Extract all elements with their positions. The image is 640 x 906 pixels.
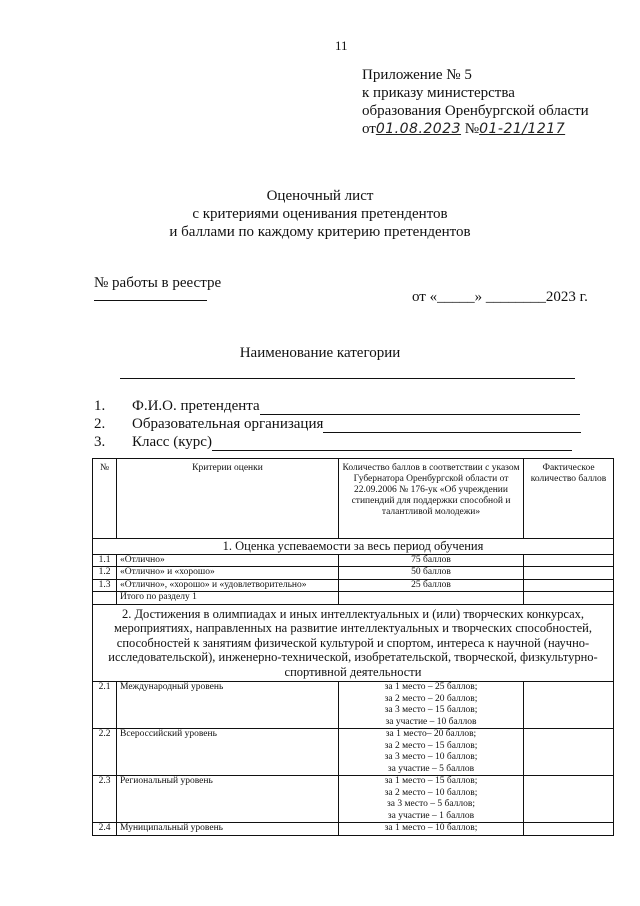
category-label: Наименование категории	[239, 345, 401, 361]
points-line: за 2 место – 10 баллов;	[384, 787, 478, 798]
row-number: 1.3	[93, 579, 117, 592]
header-criteria: Критерии оценки	[117, 459, 339, 539]
row-points	[339, 729, 524, 776]
section-2-row	[93, 604, 614, 682]
row-criteria: Международный уровень	[117, 682, 339, 729]
class-input-line[interactable]	[212, 450, 572, 451]
appendix-ministry-line: образования Оренбургской области	[362, 103, 589, 119]
registry-date: от «_____» ________2023 г.	[412, 289, 588, 305]
header-number: №	[93, 459, 117, 539]
points-line: за 1 место– 20 баллов;	[385, 729, 477, 739]
section-1-title: 1. Оценка успеваемости за весь период обучения	[93, 539, 614, 555]
row-number: 2.3	[93, 776, 117, 823]
actual-points-cell[interactable]	[524, 776, 614, 823]
actual-points-cell[interactable]	[524, 567, 614, 580]
row-number: 1.2	[93, 567, 117, 580]
field-label: Ф.И.О. претендента	[132, 398, 260, 414]
points-line: за 2 место – 20 баллов;	[384, 693, 478, 704]
handwritten-date: 01.08.2023	[375, 121, 462, 137]
date-prefix: от	[362, 121, 376, 137]
points-line: за участие – 10 баллов	[385, 716, 477, 727]
actual-points-cell[interactable]	[524, 682, 614, 729]
registry-label: № работы в реестре	[94, 275, 222, 291]
handwritten-order-number: 01-21/1217	[479, 121, 566, 137]
field-number: 1.	[94, 398, 106, 414]
table-row	[93, 823, 614, 836]
points-line: за 3 место – 10 баллов;	[384, 752, 478, 762]
total-number-cell	[93, 592, 117, 605]
table-row	[93, 776, 614, 823]
points-line: за 1 место – 15 баллов;	[384, 776, 478, 786]
field-row-class	[94, 434, 572, 451]
row-criteria: Всероссийский уровень	[117, 729, 339, 776]
number-prefix: №	[464, 121, 480, 137]
row-points: 75 баллов	[339, 554, 524, 567]
total-label: Итого по разделу 1	[117, 592, 339, 605]
total-actual-cell[interactable]	[524, 592, 614, 605]
table-row	[93, 567, 614, 580]
field-label: Образовательная организация	[132, 416, 324, 432]
table-row	[93, 682, 614, 729]
row-criteria: «Отлично» и «хорошо»	[117, 567, 339, 580]
field-label: Класс (курс)	[132, 434, 212, 450]
total-points-cell	[339, 592, 524, 605]
appendix-title: Приложение № 5	[362, 67, 472, 83]
points-line: за 1 место – 10 баллов;	[384, 823, 478, 833]
sheet-title: Оценочный лист	[266, 188, 374, 204]
row-criteria: «Отлично»	[117, 554, 339, 567]
actual-points-cell[interactable]	[524, 823, 614, 836]
row-number: 2.2	[93, 729, 117, 776]
registry-number-line	[94, 300, 207, 301]
points-line: за 1 место – 25 баллов;	[384, 682, 478, 692]
appendix-date-line	[362, 120, 565, 138]
row-number: 2.1	[93, 682, 117, 729]
sheet-subtitle-2: и баллами по каждому критерию претендентов	[169, 224, 471, 240]
row-points	[339, 776, 524, 823]
row-number: 1.1	[93, 554, 117, 567]
points-line: за участие – 5 баллов	[387, 763, 475, 774]
row-points	[339, 682, 524, 729]
organization-input-line[interactable]	[323, 432, 581, 433]
points-line: за участие – 1 баллов	[387, 810, 475, 821]
section-1-row	[93, 539, 614, 555]
page-number: 11	[335, 38, 348, 53]
points-line: за 3 место – 5 баллов;	[386, 799, 476, 809]
points-line: за 3 место – 15 баллов;	[384, 705, 478, 715]
sheet-subtitle-1: с критериями оценивания претендентов	[192, 206, 448, 222]
fio-input-line[interactable]	[260, 414, 580, 415]
header-actual-points: Фактическое количество баллов	[524, 459, 614, 539]
points-line: за 2 место – 15 баллов;	[384, 740, 478, 751]
header-points: Количество баллов в соответствии с указом Губернатора Оренбургской области от 22.09.2006 № 176-ук «Об учреждении стипендий для поддержки способной и талантливой молодежи»	[339, 459, 524, 539]
category-line	[120, 378, 575, 379]
row-points	[339, 823, 524, 836]
field-number: 2.	[94, 416, 106, 432]
row-points: 50 баллов	[339, 567, 524, 580]
actual-points-cell[interactable]	[524, 579, 614, 592]
row-criteria: «Отлично», «хорошо» и «удовлетворительно»	[117, 579, 339, 592]
actual-points-cell[interactable]	[524, 554, 614, 567]
field-number: 3.	[94, 434, 106, 450]
field-row-fio	[94, 398, 580, 415]
table-row	[93, 579, 614, 592]
criteria-table	[92, 458, 614, 836]
total-row	[93, 592, 614, 605]
actual-points-cell[interactable]	[524, 729, 614, 776]
table-row	[93, 554, 614, 567]
table-row	[93, 729, 614, 776]
appendix-order-line: к приказу министерства	[362, 85, 515, 101]
row-points: 25 баллов	[339, 579, 524, 592]
field-row-organization	[94, 416, 581, 433]
section-2-title: 2. Достижения в олимпиадах и иных интеллектуальных и (или) творческих конкурсах, мероприятиях, направленных на развитие интеллектуальных и творческих способностей, способностей к занятиям физической культурой и спортом, интереса к научной (научно-исследовательской), инженерно-технической, изобретательской, творческой, физкультурно-спортивной деятельности	[93, 604, 614, 682]
table-header-row	[93, 459, 614, 539]
row-criteria: Муниципальный уровень	[117, 823, 339, 836]
row-number: 2.4	[93, 823, 117, 836]
row-criteria: Региональный уровень	[117, 776, 339, 823]
